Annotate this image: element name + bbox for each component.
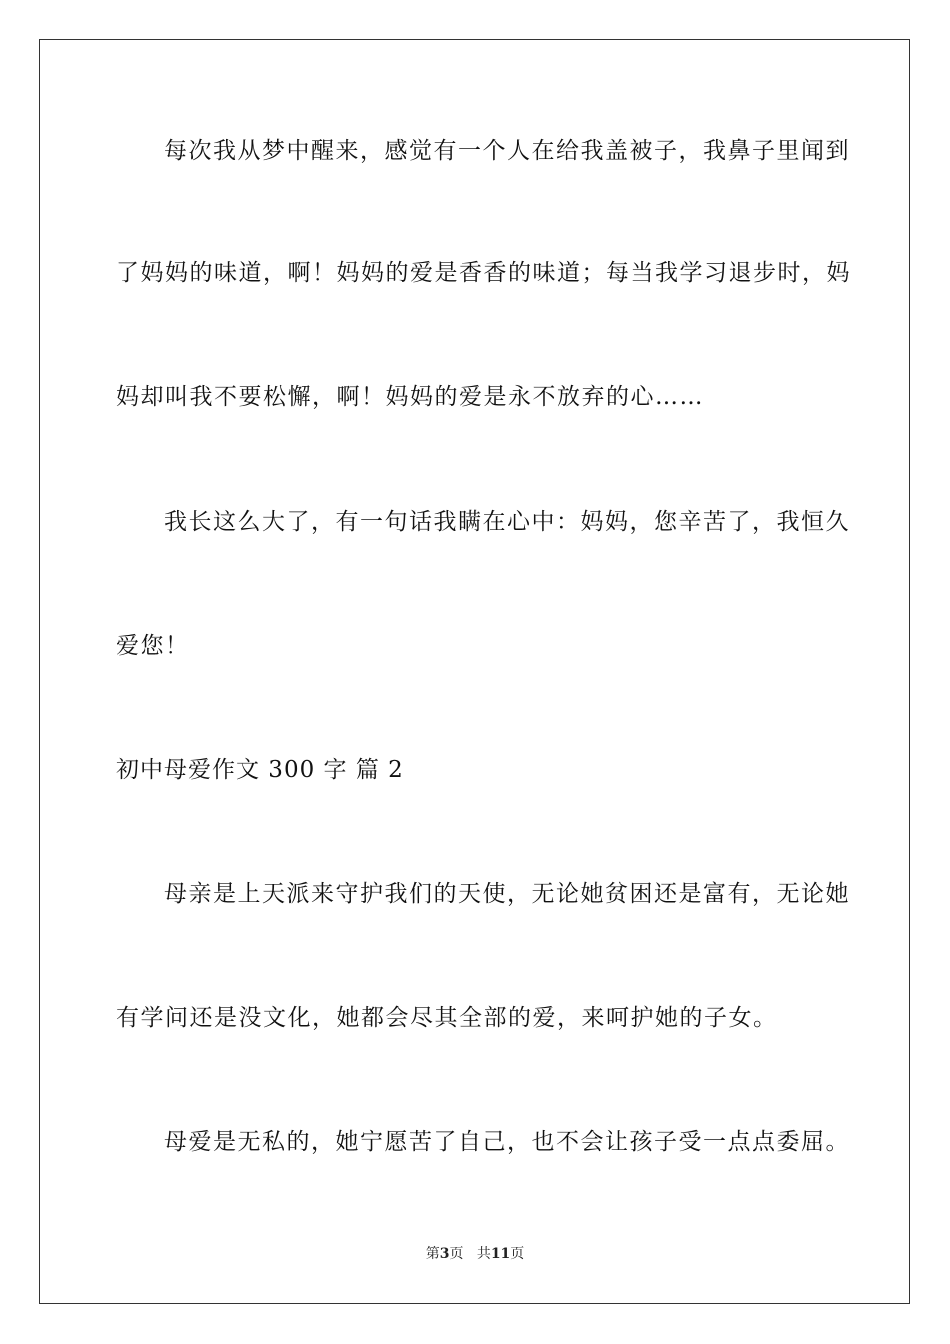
footer-total-suffix: 页 — [510, 1246, 525, 1262]
paragraph-1-line-3: 妈却叫我不要松懈，啊！妈妈的爱是永不放弃的心…… — [116, 384, 704, 410]
paragraph-1-line-2: 了妈妈的味道，啊！妈妈的爱是香香的味道；每当我学习退步时，妈 — [116, 260, 851, 286]
footer-total-pages: 11 — [490, 1246, 511, 1262]
footer-total-prefix: 共 — [476, 1246, 491, 1262]
paragraph-3-line-1: 母亲是上天派来守护我们的天使，无论她贫困还是富有，无论她 — [164, 881, 850, 907]
footer-page-suffix: 页 — [449, 1246, 464, 1262]
section-heading: 初中母爱作文 300 字 篇 2 — [116, 757, 404, 783]
footer-page-number: 3 — [439, 1246, 450, 1262]
page-footer — [0, 1245, 950, 1263]
footer-page-prefix: 第 — [425, 1246, 440, 1262]
paragraph-4-line-1: 母爱是无私的，她宁愿苦了自己，也不会让孩子受一点点委屈。 — [164, 1129, 850, 1155]
paragraph-2-line-1: 我长这么大了，有一句话我瞒在心中：妈妈，您辛苦了，我恒久 — [164, 509, 850, 535]
paragraph-2-line-2: 爱您！ — [116, 633, 190, 659]
page-border — [39, 39, 910, 1304]
paragraph-1-line-1: 每次我从梦中醒来，感觉有一个人在给我盖被子，我鼻子里闻到 — [164, 138, 850, 164]
paragraph-3-line-2: 有学问还是没文化，她都会尽其全部的爱，来呵护她的子女。 — [116, 1005, 778, 1031]
